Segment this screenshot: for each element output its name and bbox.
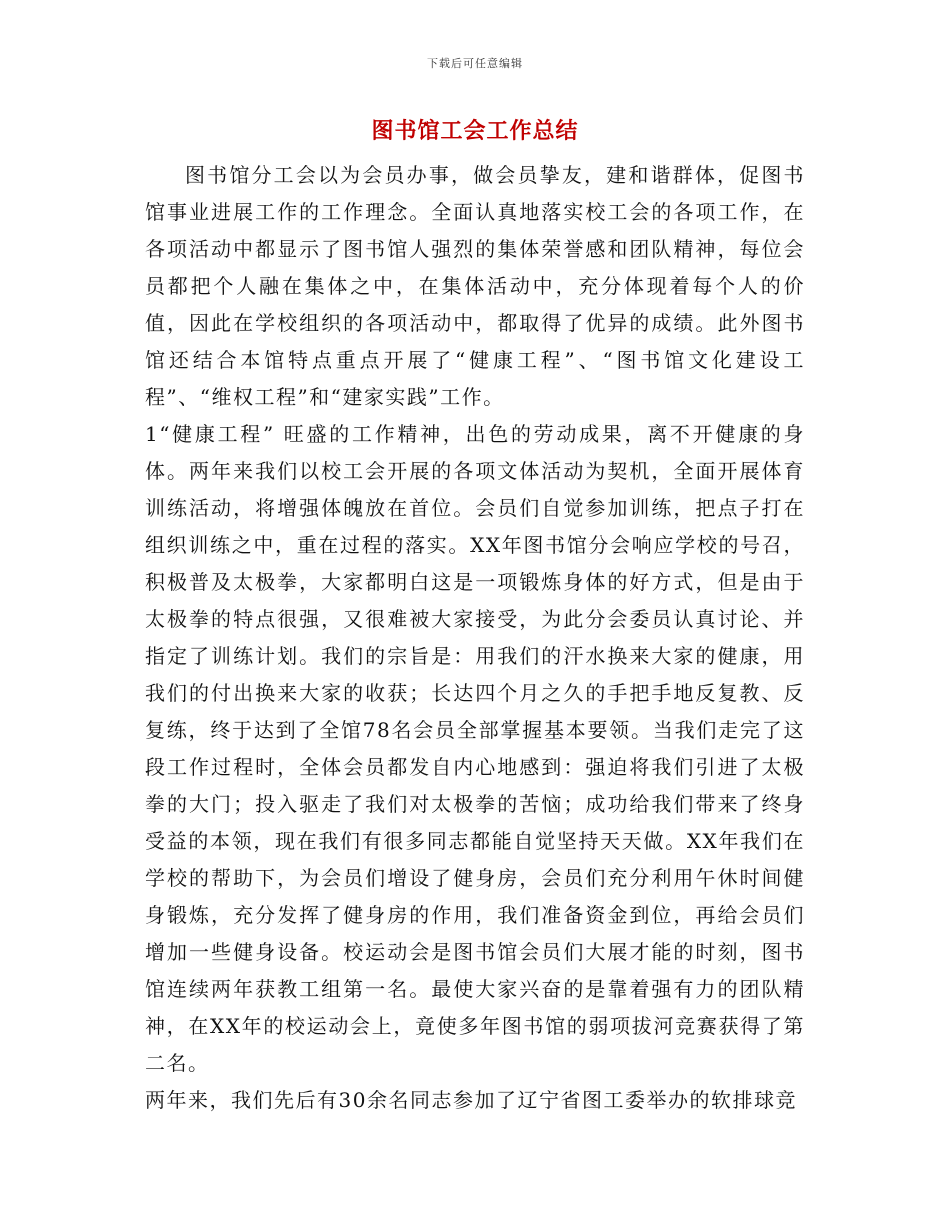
document-body <box>145 157 805 1119</box>
header-note: 下载后可任意编辑 <box>427 57 523 70</box>
paragraph-intro: 图书馆分工会以为会员办事，做会员挚友，建和谐群体，促图书馆事业进展工作的工作理念。全面认真地落实校工会的各项工作，在各项活动中都显示了图书馆人强烈的集体荣誉感和团队精神，每位会员都把个人融在集体之中，在集体活动中，充分体现着每个人的价值，因此在学校组织的各项活动中，都取得了优异的成绩。此外图书馆还结合本馆特点重点开展了“健康工程”、“图书馆文化建设工程”、“维权工程”和“建家实践”工作。 <box>145 163 805 409</box>
paragraph-two-years: 两年来，我们先后有30余名同志参加了辽宁省图工委举办的软排球竞 <box>145 1088 797 1112</box>
paragraph-health-project: 1“健康工程” 旺盛的工作精神，出色的劳动成果，离不开健康的身体。两年来我们以校工会开展的各项文体活动为契机，全面开展体育训练活动，将增强体魄放在首位。会员们自觉参加训练，把点子打在组织训练之中，重在过程的落实。XX年图书馆分会响应学校的号召，积极普及太极拳，大家都明白这是一项锻炼身体的好方式，但是由于太极拳的特点很强，又很难被大家接受，为此分会委员认真讨论、并指定了训练计划。我们的宗旨是：用我们的汗水换来大家的健康，用我们的付出换来大家的收获；长达四个月之久的手把手地反复教、反复练，终于达到了全馆78名会员全部掌握基本要领。当我们走完了这段工作过程时，全体会员都发自内心地感到：强迫将我们引进了太极拳的大门；投入驱走了我们对太极拳的苦恼；成功给我们带来了终身受益的本领，现在我们有很多同志都能自觉坚持天天做。XX年我们在学校的帮助下，为会员们增设了健身房，会员们充分利用午休时间健身锻炼，充分发挥了健身房的作用，我们准备资金到位，再给会员们增加一些健身设备。校运动会是图书馆会员们大展才能的时刻，图书馆连续两年获教工组第一名。最使大家兴奋的是靠着强有力的团队精神，在XX年的校运动会上，竟使多年图书馆的弱项拔河竞赛获得了第二名。 <box>145 422 805 1075</box>
document-title: 图书馆工会工作总结 <box>371 118 579 144</box>
